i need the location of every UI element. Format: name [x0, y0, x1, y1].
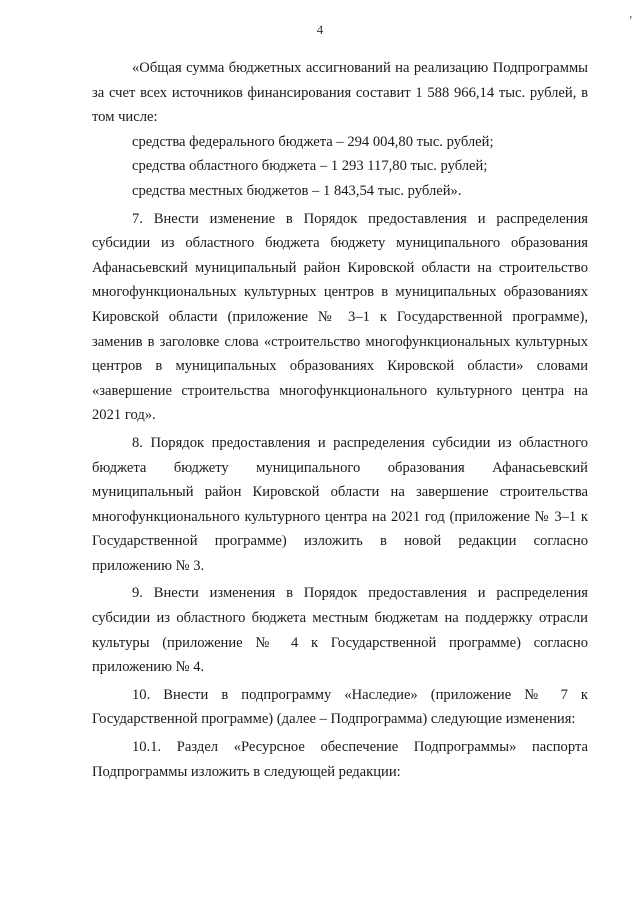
- regional-budget-line: средства областного бюджета – 1 293 117,80 тыс. рублей;: [132, 158, 488, 175]
- item-8: 8. Порядок предоставления и распределения субсидии из областного бюджета бюджету муниципального образования Афанасьевский муниципальный район Кировской области на завершение строительства многофункционального культурного центра на 2021 год (приложение № 3–1 к Государственной программе) изложить в новой редакции согласно приложению № 3.: [92, 434, 588, 574]
- page-number: 4: [316, 22, 324, 37]
- local-budget-line: средства местных бюджетов – 1 843,54 тыс. рублей».: [132, 182, 462, 199]
- document-body: [92, 56, 588, 784]
- item-10: 10. Внести в подпрограмму «Наследие» (приложение № 7 к Государственной программе) (далее – Подпрограмма) следующие изменения:: [92, 686, 588, 728]
- item-9: 9. Внести изменения в Порядок предоставления и распределения субсидии из областного бюджета местным бюджетам на поддержку отрасли культуры (приложение № 4 к Государственной программе) согласно приложению № 4.: [92, 585, 588, 676]
- margin-mark: ': [629, 14, 632, 29]
- item-7: 7. Внести изменение в Порядок предоставления и распределения субсидии из областного бюджета бюджету муниципального образования Афанасьевский муниципальный район Кировской области на строительство многофункциональных культурных центров в муниципальных образованиях Кировской области (приложение № 3–1 к Государственной программе), заменив в заголовке слова «строительство многофункциональных культурных центров в муниципальных образованиях Кировской области» словами «завершение строительства многофункционального культурного центра на 2021 год».: [92, 210, 588, 424]
- intro-paragraph: «Общая сумма бюджетных ассигнований на реализацию Подпрограммы за счет всех источников финансирования составит 1 588 966,14 тыс. рублей, в том числе:: [92, 60, 588, 126]
- item-10-1: 10.1. Раздел «Ресурсное обеспечение Подпрограммы» паспорта Подпрограммы изложить в следующей редакции:: [92, 739, 588, 780]
- federal-budget-line: средства федерального бюджета – 294 004,80 тыс. рублей;: [132, 133, 494, 150]
